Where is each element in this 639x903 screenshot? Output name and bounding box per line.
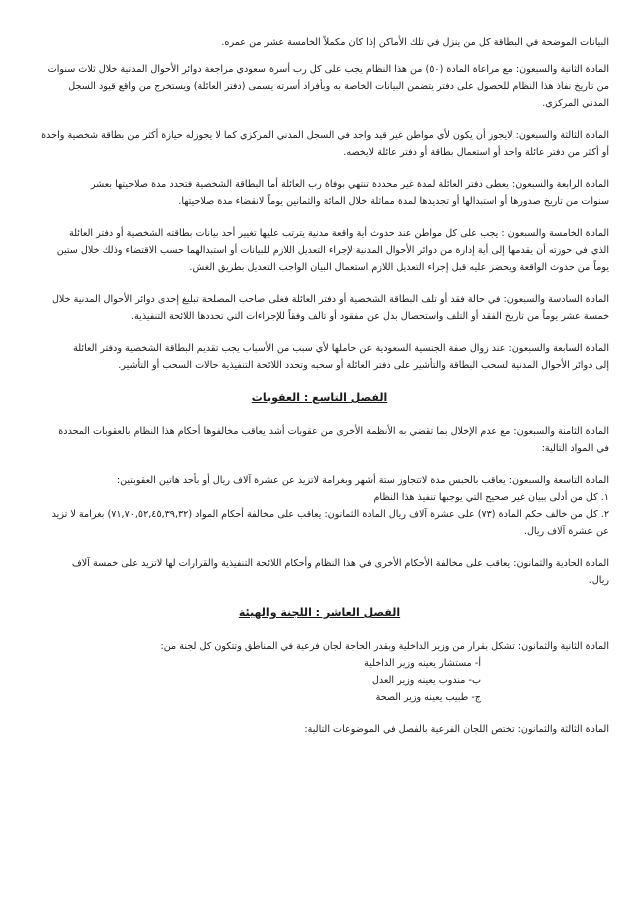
article-81 — [30, 555, 609, 589]
text-line: في المواد التالية: — [541, 443, 609, 454]
article-73 — [30, 127, 609, 161]
text-line: المادة الرابعة والسبعون: يعطى دفتر العائلة لمدة غير محددة تنتهي بوفاة رب العائلة أما البطاقة الشخصية فتحدد مدة صلاحيتها بعشر — [90, 179, 609, 190]
article-79 — [30, 472, 609, 489]
list-item: ١. كل من أدلى ببيان غير صحيح التي يوجبها تنفيذ هذا النظام — [373, 492, 609, 503]
document-page — [30, 34, 609, 753]
text-line: خمسة عشر يوماً من تاريخ الفقد أو التلف واستحصال بدل عن مفقود أو تالف وفقاً للإجراءات التي تحددها اللائحة التنفيذية. — [130, 311, 609, 322]
text-line: يوماً من حدوث الواقعة ويحضر عليه قبل إجراء التعديل اللازم استعمال البيان الواجب التعديل بطريق الغش. — [189, 262, 609, 273]
penalties-list — [30, 489, 609, 540]
list-item: ج- طبيب يعينه وزير الصحة — [375, 692, 481, 703]
article-78 — [30, 423, 609, 457]
text-line: المادة الخامسة والسبعون : يجب على كل مواطن عند حدوث أية واقعة مدنية يترتب عليها تغيير أحد بيانات بطاقته الشخصية أو دفتر العائلة — [68, 228, 609, 239]
text-line: المادة السادسة والسبعون: في حالة فقد أو تلف البطاقة الشخصية أو دفتر العائلة فعلى صاحب المصلحة تبليغ إحدى دوائر الأحوال المدنية خلال — [51, 294, 609, 305]
article-83 — [30, 721, 609, 738]
article-82 — [30, 638, 609, 655]
article-72 — [30, 61, 609, 112]
text-line: المادة الثالثة والثمانون: تختص اللجان الفرعية بالفصل في الموضوعات التالية: — [304, 724, 609, 735]
text-line: الذي في حوزته أن يقدمها إلى أية إدارة من دوائر الأحوال المدنية لإجراء التعديل اللازم للبيانات أو استبدالهما حسب الاقتضاء وذلك خلال ستين — [56, 245, 609, 256]
committee-list — [30, 655, 609, 706]
list-item: أ- مستشار يعينه وزير الداخلية — [364, 658, 481, 669]
text-line: المادة الثامنة والسبعون: مع عدم الإخلال بما تقضي به الأنظمة الأخرى من عقوبات أشد يعاقب مخالفوها أحكام هذا النظام بالعقوبات المحددة — [58, 426, 609, 437]
article-77 — [30, 340, 609, 374]
article-75 — [30, 225, 609, 276]
chapter-heading: الفصل العاشر : اللجنة والهيئة — [238, 606, 401, 619]
text-line: ريال. — [588, 575, 609, 586]
chapter-heading: الفصل التاسع : العقوبات — [251, 391, 388, 404]
text-line: المدني المركزي. — [542, 98, 609, 109]
text-line: إلى دوائر الأحوال المدنية لسحب البطاقة والتأشير على دفتر العائلة أو سحبه وتحدد اللائحة التنفيذية حالات السحب أو التأشير. — [118, 360, 609, 371]
text-line: من تاريخ نفاذ هذا النظام للحصول على دفتر يتضمن البيانات الخاصة به وبأفراد أسرته يسمى (دفتر العائلة) ويستخرج من واقع قيود السجل — [68, 81, 609, 92]
text-line: أو أكثر من دفتر عائلة واحد أو استعمال بطاقة أو دفتر عائلة لايخصه. — [343, 147, 609, 158]
text-line: المادة الثانية والسبعون: مع مراعاة المادة (٥٠) من هذا النظام يجب على كل رب أسرة سعودي مراجعة دوائر الأحوال المدنية خلال ثلاث سنوات — [47, 64, 609, 75]
text-line: البيانات الموضحة في البطاقة كل من ينزل في تلك الأماكن إذا كان مكملاً الخامسة عشر من عمره. — [221, 37, 609, 48]
article-76 — [30, 291, 609, 325]
paragraph-intro — [30, 34, 609, 51]
text-line: سنوات من تاريخ صدورها أو استبدالها أو تجديدها لمدة مماثلة خلال المائة والثمانين يوماً لانقضاء مدة صلاحيتها. — [178, 196, 609, 207]
text-line: المادة السابعة والسبعون: عند زوال صفة الجنسية السعودية عن حاملها لأي سبب من الأسباب يجب تقديم البطاقة الشخصية ودفتر العائلة — [73, 343, 609, 354]
list-item: عن عشرة آلاف ريال. — [523, 526, 609, 537]
text-line: المادة الحادية والثمانون: يعاقب على مخالفة الأحكام الأخرى في هذا النظام وأحكام اللائحة التنفيذية والقرارات لها لاتزيد على خمسة آلاف — [71, 558, 609, 569]
list-item: ب- مندوب يعينه وزير العدل — [371, 675, 481, 686]
text-line: المادة التاسعة والسبعون: يعاقب بالحبس مدة لاتتجاوز ستة أشهر وبغرامة لاتزيد عن عشرة آلاف ريال أو بأحد هاتين العقوبتين: — [116, 475, 609, 486]
list-item: ٢. كل من خالف حكم المادة (٧٣) على عشرة آلاف ريال المادة الثمانون: يعاقب على مخالفة أحكام المواد (٧١,٧٠,٥٢,٤٥,٣٩,٣٢) بغرامة لا تزيد — [51, 509, 609, 520]
article-74 — [30, 176, 609, 210]
text-line: المادة الثالثة والسبعون: لايجوز أن يكون لأي مواطن غير قيد واحد في السجل المدني المركزي كما لا يجوزله حيازة أكثر من بطاقة شخصية واحدة — [41, 130, 609, 141]
text-line: المادة الثانية والثمانون: تشكل بقرار من وزير الداخلية وبقدر الحاجة لجان فرعية في المناطق وتتكون كل لجنة من: — [160, 641, 609, 652]
